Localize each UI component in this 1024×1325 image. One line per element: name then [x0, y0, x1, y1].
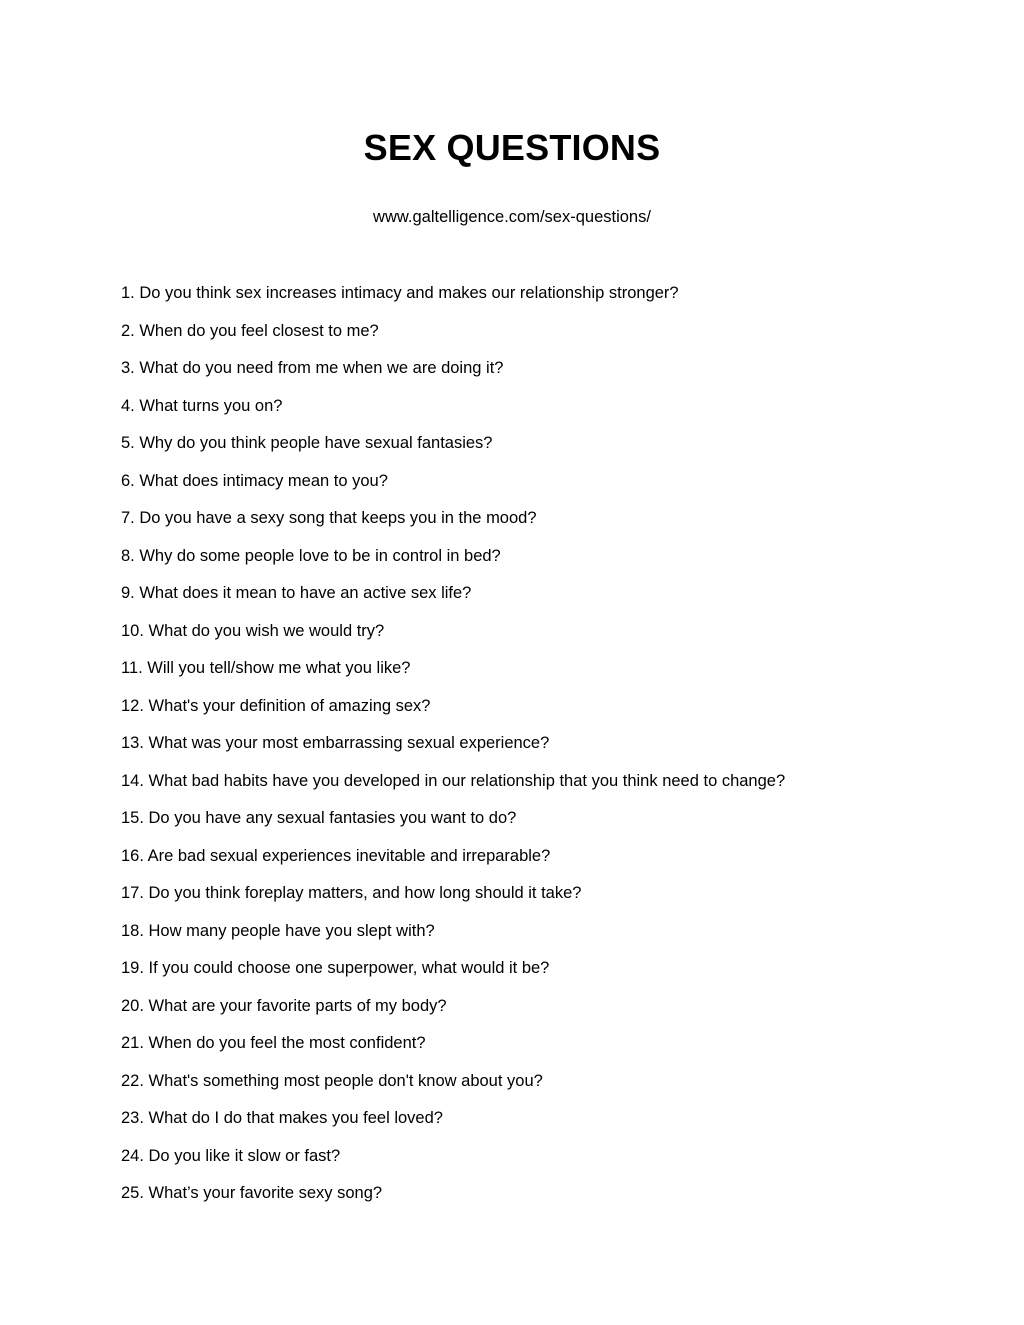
question-list [121, 282, 981, 1220]
question-item: 14. What bad habits have you developed in our relationship that you think need to change? [121, 771, 786, 790]
question-item: 5. Why do you think people have sexual fantasies? [121, 434, 493, 452]
question-item: 11. Will you tell/show me what you like? [121, 659, 411, 677]
question-item: 20. What are your favorite parts of my body? [121, 996, 447, 1015]
question-item: 6. What does intimacy mean to you? [121, 471, 388, 490]
question-item: 24. Do you like it slow or fast? [121, 1146, 341, 1165]
question-item: 23. What do I do that makes you feel loved? [121, 1109, 443, 1127]
question-item: 3. What do you need from me when we are doing it? [121, 359, 504, 377]
question-item: 17. Do you think foreplay matters, and how long should it take? [121, 884, 582, 902]
source-url: www.galtelligence.com/sex-questions/ [373, 208, 651, 226]
question-item: 10. What do you wish we would try? [121, 621, 385, 640]
question-item: 4. What turns you on? [121, 396, 283, 415]
question-item: 18. How many people have you slept with? [121, 921, 435, 940]
question-item: 13. What was your most embarrassing sexual experience? [121, 734, 550, 752]
question-item: 25. What’s your favorite sexy song? [121, 1184, 383, 1202]
question-item: 15. Do you have any sexual fantasies you want to do? [121, 809, 517, 827]
question-item: 12. What's your definition of amazing sex? [121, 696, 431, 715]
question-item: 21. When do you feel the most confident? [121, 1034, 426, 1052]
question-item: 22. What's something most people don't know about you? [121, 1071, 543, 1090]
question-item: 16. Are bad sexual experiences inevitable and irreparable? [121, 846, 551, 865]
page-title: SEX QUESTIONS [363, 127, 661, 168]
question-item: 19. If you could choose one superpower, what would it be? [121, 959, 550, 977]
question-item: 8. Why do some people love to be in control in bed? [121, 546, 501, 565]
question-item: 2. When do you feel closest to me? [121, 321, 379, 340]
question-item: 9. What does it mean to have an active sex life? [121, 584, 472, 602]
question-item: 1. Do you think sex increases intimacy and makes our relationship stronger? [121, 284, 679, 302]
question-item: 7. Do you have a sexy song that keeps you in the mood? [121, 509, 537, 527]
